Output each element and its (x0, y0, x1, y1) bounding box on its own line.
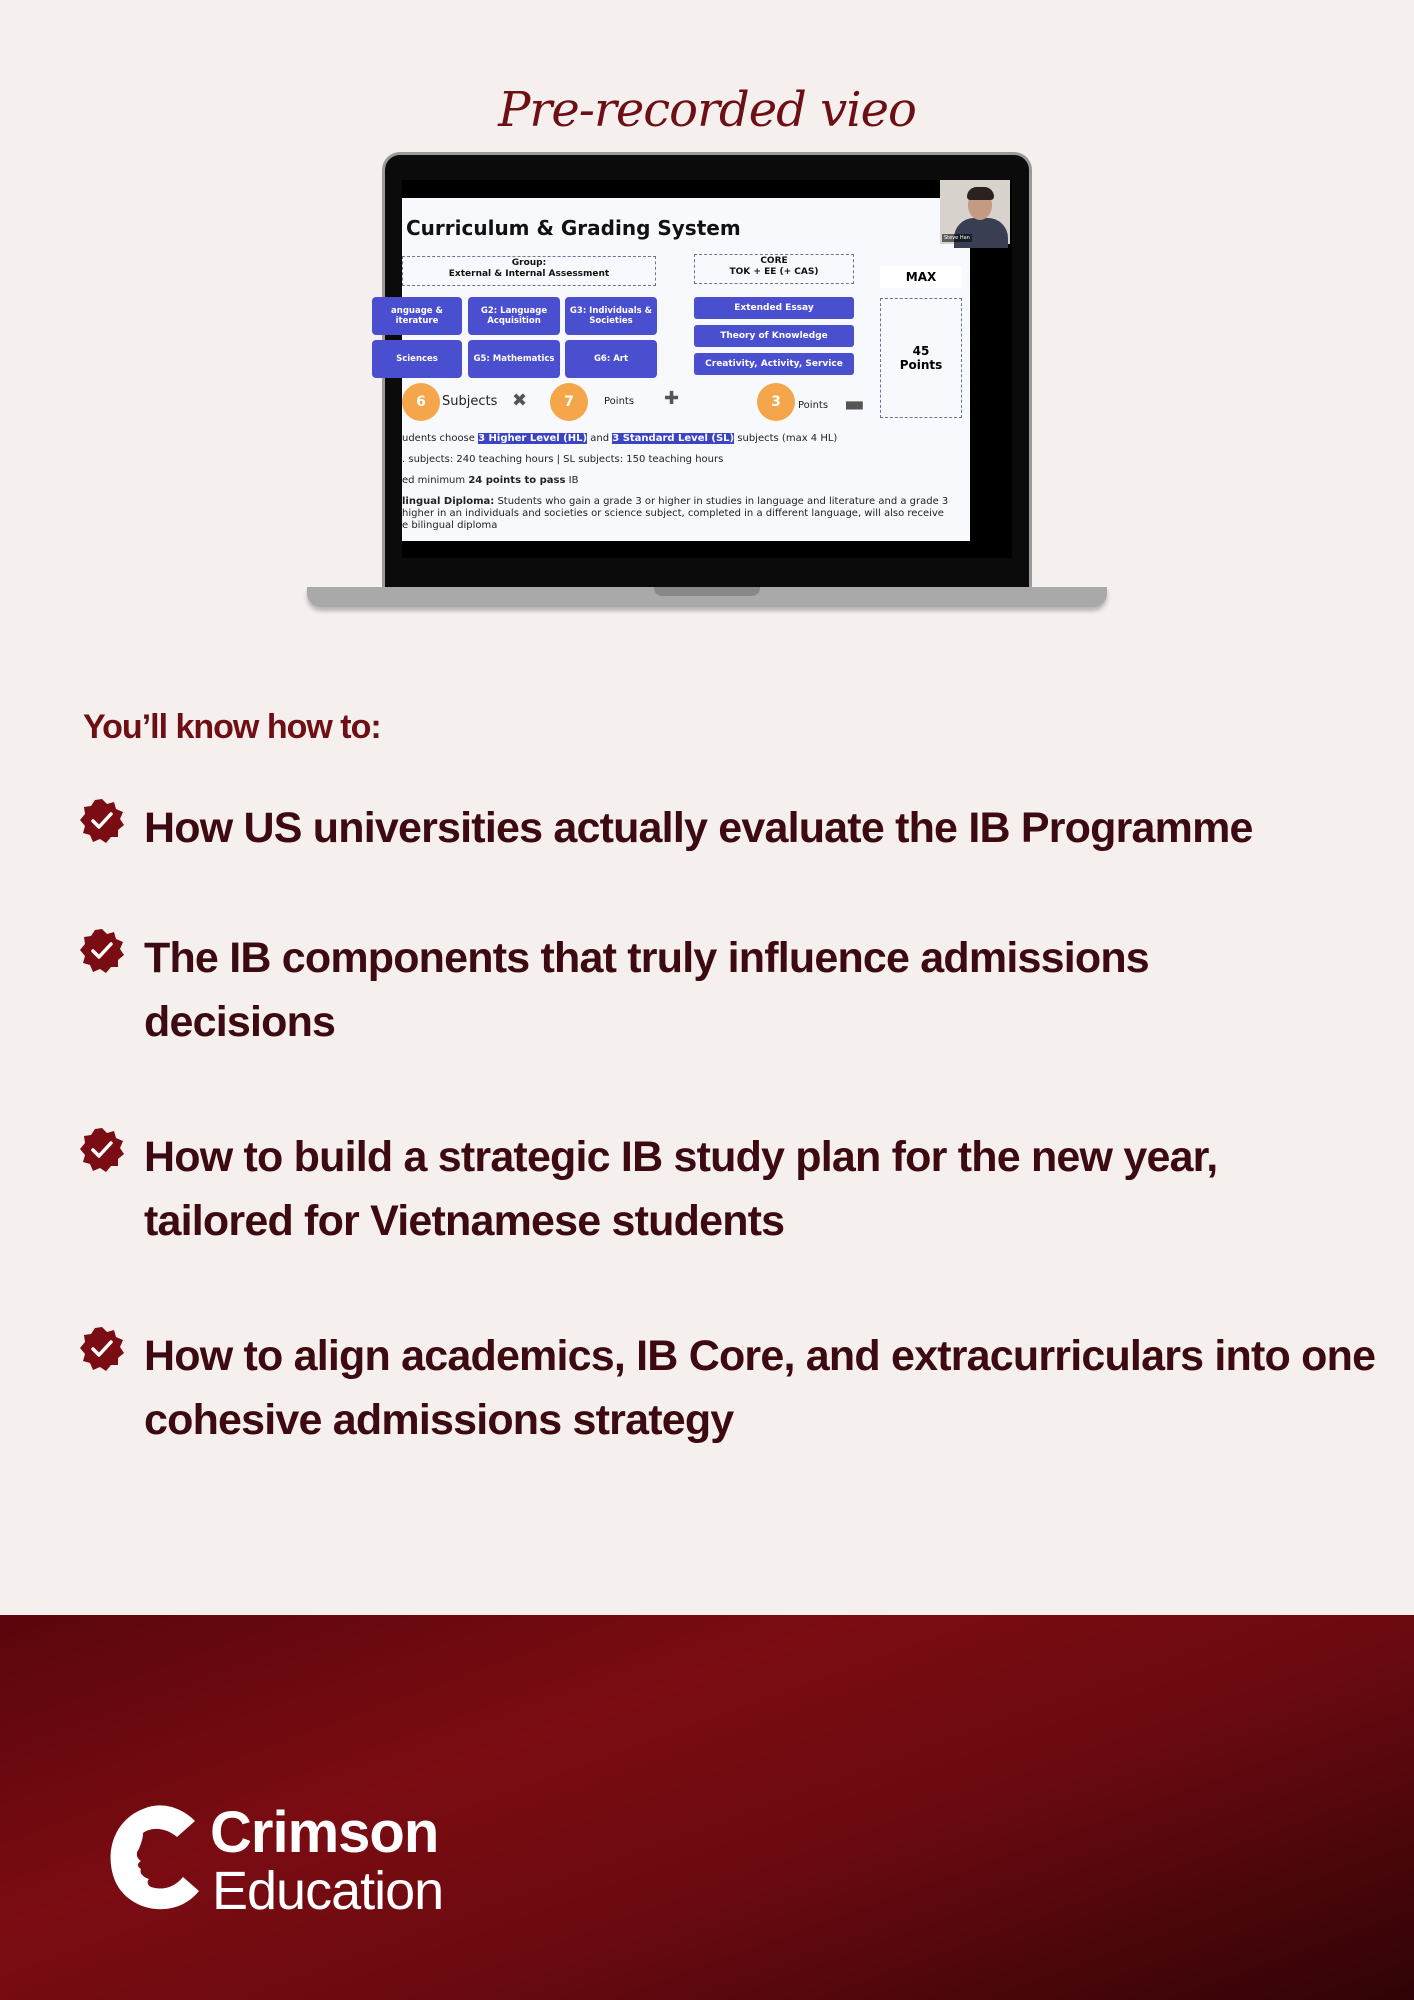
group-g5: G5: Mathematics (468, 340, 560, 378)
points-count: 7 (550, 383, 588, 421)
subjects-count: 6 (402, 383, 440, 421)
check-badge-icon (79, 1127, 125, 1173)
line1-pre: udents choose (402, 433, 479, 444)
slide-line-1 (402, 433, 837, 445)
group-g6: G6: Art (565, 340, 657, 378)
video-slide[interactable] (391, 198, 970, 541)
benefit-text: How to align academics, IB Core, and extracurriculars into one cohesive admissions strategy (144, 1332, 1376, 1444)
equals-icon: ▬ (844, 392, 865, 417)
line3-bold: 24 points to pass (468, 475, 566, 486)
core-points-label: Points (798, 400, 829, 411)
line1-mid: and (587, 433, 613, 444)
brand-name-line2: Education (212, 1861, 444, 1921)
page-title: Pre-recorded vieo (498, 82, 916, 138)
core-box (694, 254, 854, 284)
multiply-icon: ✖ (512, 390, 528, 411)
slide-line-4 (402, 496, 948, 508)
line3-post: IB (565, 475, 579, 486)
line3-pre: ed minimum (402, 475, 469, 486)
group-g4: Sciences (372, 340, 462, 378)
benefit-text: The IB components that truly influence admissions decisions (144, 934, 1149, 1046)
group-g2: G2: Language Acquisition (468, 297, 560, 335)
slide-line-5: higher in an individuals and societies or science subject, completed in a different language, will also receive (402, 508, 944, 519)
core-extended-essay: Extended Essay (694, 297, 854, 319)
group-g1: anguage & iterature (372, 297, 462, 335)
line1-sl: 3 Standard Level (SL) (612, 433, 735, 444)
check-badge-icon (79, 798, 125, 844)
benefit-text: How US universities actually evaluate the IB Programme (144, 804, 1253, 852)
know-heading: You’ll know how to: (83, 708, 381, 746)
group-box-line1: Group: (511, 258, 547, 268)
plus-icon: ✚ (664, 388, 680, 409)
line4-rest: Students who gain a grade 3 or higher in studies in language and literature and a grade 3 (494, 496, 949, 507)
line1-hl: 3 Higher Level (HL) (478, 433, 588, 444)
webcam-thumbnail (940, 180, 1010, 244)
line4-bold: lingual Diploma: (402, 496, 495, 507)
group-g3: G3: Individuals & Societies (565, 297, 657, 335)
core-cas: Creativity, Activity, Service (694, 353, 854, 375)
crimson-logo-icon (103, 1803, 203, 1913)
group-box (402, 256, 656, 286)
brand-name-line1: Crimson (210, 1800, 439, 1865)
core-box-line1: CORE (760, 256, 788, 266)
subjects-label: Subjects (442, 394, 498, 409)
slide-title: Curriculum & Grading System (406, 216, 741, 240)
presenter-hair (967, 187, 994, 200)
slide-line-2: . subjects: 240 teaching hours | SL subjects: 150 teaching hours (402, 454, 724, 465)
check-badge-icon (79, 1326, 125, 1372)
max-label: MAX (880, 266, 962, 288)
core-tok: Theory of Knowledge (694, 325, 854, 347)
total-points-label: Points (899, 358, 943, 372)
benefit-text: How to build a strategic IB study plan for the new year, tailored for Vietnamese students (144, 1133, 1218, 1245)
points-label: Points (604, 396, 635, 407)
check-badge-icon (79, 928, 125, 974)
core-box-line2: TOK + EE (+ CAS) (729, 267, 819, 277)
group-box-line2: External & Internal Assessment (448, 269, 610, 279)
slide-line-3 (402, 475, 578, 487)
total-points-value: 45 (912, 344, 930, 358)
presenter-name: Steve Han (944, 235, 970, 241)
core-points-count: 3 (757, 383, 795, 421)
presenter-shirt (954, 218, 1008, 248)
slide-line-6: e bilingual diploma (402, 520, 498, 531)
laptop-notch (654, 587, 760, 596)
total-points-box (880, 298, 962, 418)
line1-post: subjects (max 4 HL) (734, 433, 838, 444)
